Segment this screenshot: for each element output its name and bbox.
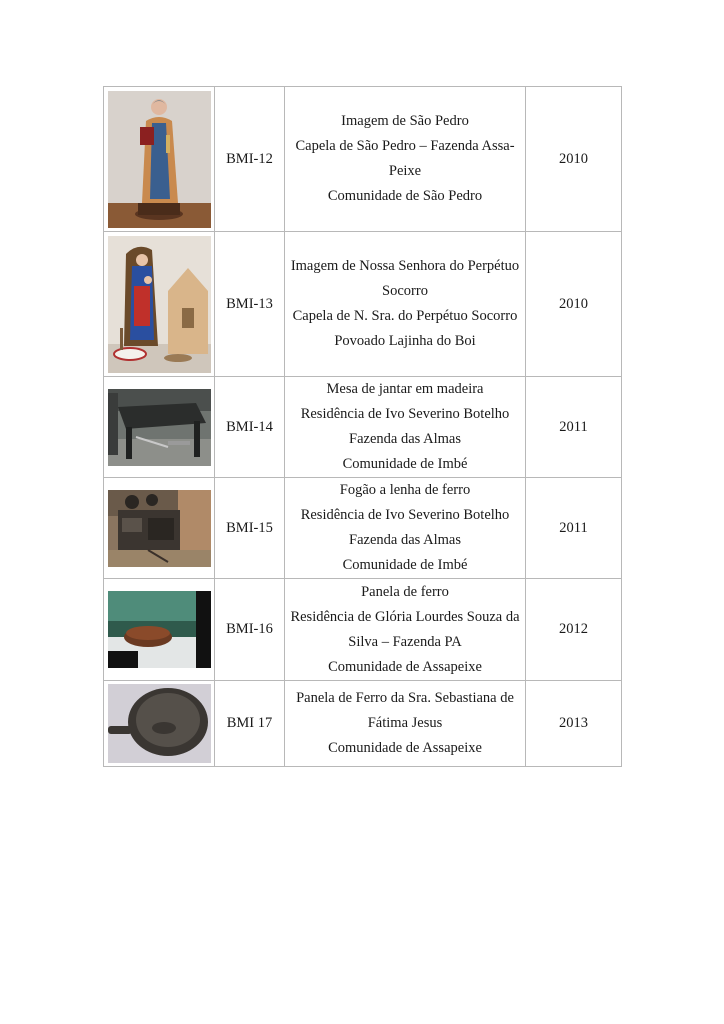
- description-line: Imagem de São Pedro: [341, 113, 469, 129]
- photo-cell: [104, 232, 215, 377]
- item-year: 2011: [526, 377, 622, 478]
- description-line: Residência de Ivo Severino Botelho: [300, 507, 510, 523]
- iron-pan-photo: [108, 591, 211, 668]
- table-row: [104, 377, 622, 478]
- item-code: BMI-12: [215, 87, 285, 232]
- description-line: Comunidade de Assapeixe: [328, 658, 482, 675]
- description-line: Fazenda das Almas: [349, 532, 461, 548]
- item-year: 2012: [526, 579, 622, 681]
- description-line: Fogão a lenha de ferro: [339, 482, 471, 498]
- photo-cell: [104, 87, 215, 232]
- wooden-dining-table-photo: [108, 389, 211, 466]
- item-description: [285, 377, 526, 478]
- table-row: [104, 681, 622, 767]
- description-line: Mesa de jantar em madeira: [326, 381, 484, 397]
- item-code: BMI-15: [215, 478, 285, 579]
- item-description: [285, 87, 526, 232]
- item-description: [285, 681, 526, 767]
- description-line: Peixe: [388, 163, 422, 179]
- item-description: [285, 579, 526, 681]
- description-line: Residência de Glória Lourdes Souza da: [290, 608, 520, 625]
- description-line: Fazenda das Almas: [349, 431, 461, 447]
- description-line: Imagem de Nossa Senhora do Perpétuo: [290, 258, 520, 274]
- item-year: 2010: [526, 87, 622, 232]
- photo-cell: [104, 478, 215, 579]
- item-code: BMI-14: [215, 377, 285, 478]
- item-description: [285, 232, 526, 377]
- iron-pan-closeup-photo: [108, 684, 211, 763]
- table-row: [104, 478, 622, 579]
- our-lady-perpetual-help-statue-photo: [108, 236, 211, 373]
- description-line: Capela de N. Sra. do Perpétuo Socorro: [292, 308, 518, 324]
- heritage-inventory-table: [103, 86, 622, 767]
- photo-cell: [104, 579, 215, 681]
- iron-wood-stove-photo: [108, 490, 211, 567]
- description-line: Comunidade de Imbé: [342, 456, 468, 472]
- item-year: 2011: [526, 478, 622, 579]
- description-line: Residência de Ivo Severino Botelho: [300, 406, 510, 422]
- description-line: Panela de ferro: [361, 583, 449, 600]
- table-row: [104, 232, 622, 377]
- description-line: Panela de Ferro da Sra. Sebastiana de: [296, 690, 514, 706]
- description-line: Povoado Lajinha do Boi: [334, 333, 476, 349]
- table-row: [104, 87, 622, 232]
- item-code: BMI 17: [215, 681, 285, 767]
- description-line: Silva – Fazenda PA: [348, 633, 462, 650]
- description-line: Fátima Jesus: [367, 715, 443, 731]
- item-code: BMI-16: [215, 579, 285, 681]
- photo-cell: [104, 681, 215, 767]
- description-line: Capela de São Pedro – Fazenda Assa-: [295, 138, 515, 154]
- item-code: BMI-13: [215, 232, 285, 377]
- saint-peter-statue-photo: [108, 91, 211, 228]
- table-row: [104, 579, 622, 681]
- description-line: Comunidade de Imbé: [342, 557, 468, 573]
- description-line: Comunidade de Assapeixe: [328, 740, 482, 756]
- item-year: 2010: [526, 232, 622, 377]
- item-year: 2013: [526, 681, 622, 767]
- description-line: Comunidade de São Pedro: [327, 188, 483, 204]
- photo-cell: [104, 377, 215, 478]
- item-description: [285, 478, 526, 579]
- description-line: Socorro: [382, 283, 428, 299]
